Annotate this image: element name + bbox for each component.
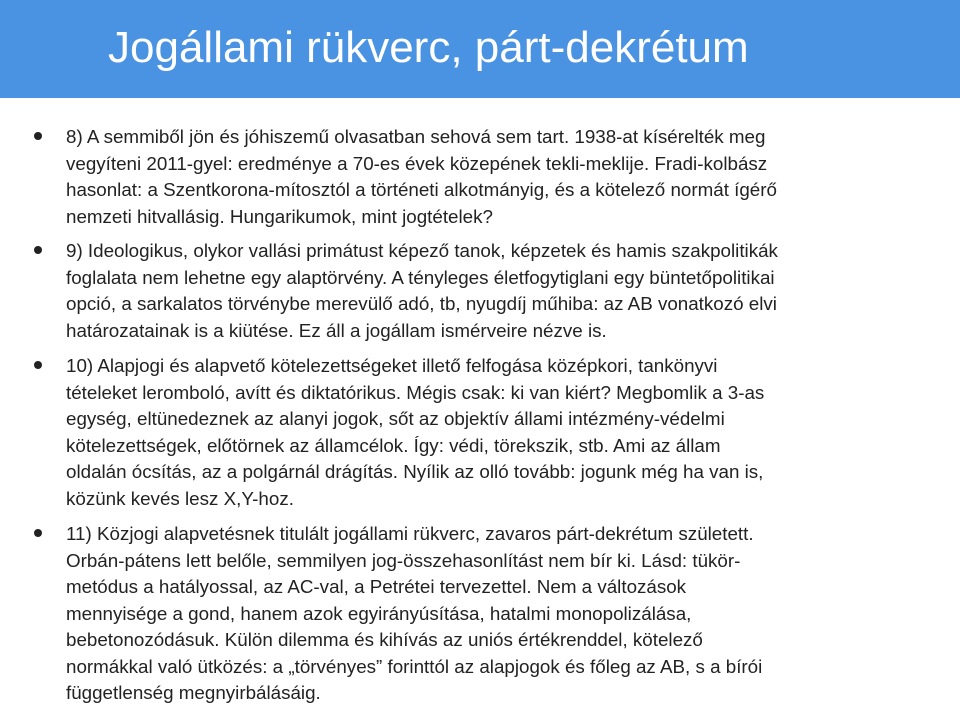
bullet-line: egység, eltünedeznek az alanyi jogok, sőt az objektív állami intézmény-védelmi: [66, 408, 725, 429]
title-bar: [0, 0, 960, 98]
bullet-line: hasonlat: a Szentkorona-mítosztól a történeti alkotmányig, és a kötelező normát ígérő: [66, 179, 777, 200]
bullet-item-8: [66, 124, 941, 230]
bullet-line: határozatainak is a kiütése. Ez áll a jogállam ismérveire nézve is.: [66, 319, 607, 341]
bullet-line: kötelezettségek, előtörnek az államcélok. Így: védi, törekszik, stb. Ami az állam: [66, 434, 721, 456]
bullet-line: Orbán-pátens lett belőle, semmilyen jog-összehasonlítást nem bír ki. Lásd: tükör-: [66, 549, 741, 571]
bullet-line: függetlenség megnyirbálásáig.: [66, 682, 321, 703]
bullet-line: nemzeti hitvallásig. Hungarikumok, mint jogtételek?: [66, 205, 493, 227]
bullet-line: normákkal való ütközés: a „törvényes” forinttól az alapjogok és főleg az AB, s a bírói: [66, 655, 763, 677]
bullet-item-9: [66, 238, 941, 344]
bullet-line: tételeket leromboló, avítt és diktatórikus. Mégis csak: ki van kiért? Megbomlik a 3-as: [66, 381, 765, 403]
bullet-line: foglalata nem lehetne egy alaptörvény. A tényleges életfogytiglani egy büntetőpolitikai: [66, 266, 775, 288]
bullet-line: bebetonozódásuk. Külön dilemma és kihívás az uniós értékrenddel, kötelező: [66, 629, 703, 650]
bullet-icon: [34, 529, 42, 537]
bullet-line: mennyisége a gond, hanem azok egyirányúsítása, hatalmi monopolizálása,: [66, 602, 692, 624]
bullet-line: 8) A semmiből jön és jóhiszemű olvasatban sehová sem tart. 1938-at kísérelték meg: [66, 126, 766, 147]
bullet-line: vegyíteni 2011-gyel: eredménye a 70-es évek közepének tekli-meklije. Fradi-kolbász: [66, 152, 768, 174]
bullet-line: 9) Ideologikus, olykor vallási primátust képező tanok, képzetek és hamis szakpolitikák: [66, 240, 778, 261]
bullet-line: metódus a hatályossal, az AC-val, a Petrétei tervezettel. Nem a változások: [66, 576, 687, 597]
bullet-line: oldalán ócsítás, az a polgárnál drágítás. Nyílik az olló tovább: jogunk még ha van is,: [66, 461, 764, 482]
bullet-line: opció, a sarkalatos törvénybe merevülő adó, tb, nyugdíj műhiba: az AB vonatkozó elvi: [66, 293, 777, 314]
slide-title: Jogállami rükverc, párt-dekrétum: [108, 23, 749, 72]
bullet-item-10: [66, 353, 941, 512]
bullet-icon: [34, 246, 42, 254]
bullet-icon: [34, 132, 42, 140]
bullet-line: közünk kevés lesz X,Y-hoz.: [66, 487, 294, 509]
bullet-icon: [34, 361, 42, 369]
bullet-line: 11) Közjogi alapvetésnek titulált jogállami rükverc, zavaros párt-dekrétum született.: [66, 523, 754, 544]
bullet-item-11: [66, 521, 941, 707]
bullet-line: 10) Alapjogi és alapvető kötelezettségeket illető felfogása középkori, tankönyvi: [66, 355, 718, 376]
